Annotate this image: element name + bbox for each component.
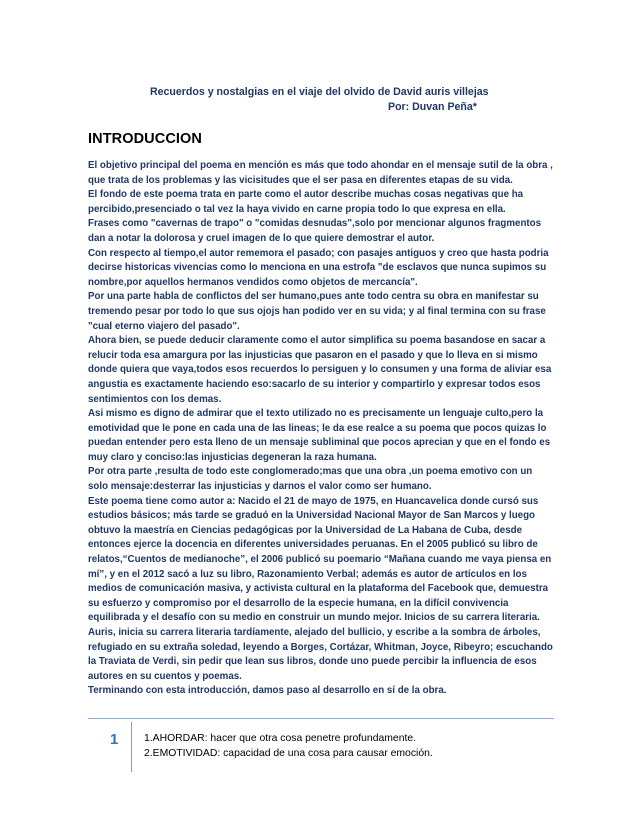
body-text [88, 159, 554, 699]
footnote: 1.AHORDAR: hacer que otra cosa penetre profundamente. [144, 733, 417, 744]
paragraph: El objetivo principal del poema en mención es más que todo ahondar en el mensaje sutil de la obra , que trata de los problemas y las vicisitudes que el ser pasa en diferentes etapas de su vida. [88, 160, 553, 186]
paragraph: Por una parte habla de conflictos del ser humano,pues ante todo centra su obra en manifestar su tremendo pesar por todo lo que sus ojojs han podido ver en su vida; y al final termina con su frase "cual eterno viajero del pasado". [88, 291, 546, 332]
document-title: Recuerdos y nostalgias en el viaje del olvido de David auris villejas [150, 86, 489, 98]
page-number: 1 [110, 731, 119, 748]
paragraph: Auris, inicia su carrera literaria tardíamente, alejado del bullicio, y escribe a la sombra de árboles, refugiado en su extraña soledad, leyendo a Borges, Cortázar, Whitman, Joyce, Ribeyro; escuchando la Traviata de Verdi, sin pedir que lean sus libros, donde uno puede percibir la influencia de esos autores en su cuentos y poemas. [88, 627, 553, 682]
footnote: 2.EMOTIVIDAD: capacidad de una cosa para causar emoción. [144, 748, 433, 759]
paragraph: Frases como "cavernas de trapo" o "comidas desnudas",solo por mencionar algunos fragmentos dan a notar la dolorosa y cruel imagen de lo que quiere demostrar el autor. [88, 218, 542, 244]
paragraph: Con respecto al tiempo,el autor rememora el pasado; con pasajes antiguos y creo que hasta podria decirse historicas vivencias como lo menciona en una estrofa "de esclavos que nunca supimos su nombre,por aquellos hermanos vendidos como objetos de mercancía". [88, 247, 549, 288]
author-byline: Por: Duvan Peña* [388, 101, 477, 113]
section-heading: INTRODUCCION [88, 131, 202, 147]
paragraph: El fondo de este poema trata en parte como el autor describe muchas cosas negativas que ha percibido,presenciado o tal vez la haya vivido en carne propia todo lo que expresa en ella. [88, 189, 524, 215]
paragraph: Ahora bien, se puede deducir claramente como el autor simplifica su poema basandose en sacar a relucir toda esa amargura por las injusticias que pasaron en el pasado y que lo lleva en si mismo donde quiera que vaya,todos esos recuerdos lo persiguen y lo consumen y una forma de aliviar esa angustia es exactamente haciendo eso:sacarlo de su interior y compartirlo y expresar todos esos sentimientos con los demas. [88, 335, 552, 405]
paragraph: Terminando con esta introducción, damos paso al desarrollo en sí de la obra. [88, 685, 447, 697]
paragraph: Asi mismo es digno de admirar que el texto utilizado no es precisamente un lenguaje culto,pero la emotividad que le pone en cada una de las lineas; le da ese realce a su poema que pocos quizas lo puedan entender pero esta lleno de un mensaje subliminal que pocos aprecian y que en el fondo es muy claro y conciso:las injusticias degeneran la raza humana. [88, 408, 551, 463]
paragraph: Este poema tiene como autor a: Nacido el 21 de mayo de 1975, en Huancavelica donde cursó sus estudios básicos; más tarde se graduó en la Universidad Nacional Mayor de San Marcos y luego obtuvo la maestría en Ciencias pedagógicas por la Universidad de La Habana de Cuba, desde entonces ejerce la docencia en diferentes universidades peruanas. En el 2005 publicó su libro de relatos,“Cuentos de medianoche”, el 2006 publicó su poemario “Mañana cuando me vaya piensa en mí”, y en el 2012 sacó a luz su libro, Razonamiento Verbal; además es autor de artículos en los medios de comunicación masiva, y activista cultural en la plataforma del Facebook que, demuestra su esfuerzo y compromiso por el desarrollo de la especie humana, en la difícil convivencia equilibrada y el desafío con su medio en construir un mundo mejor. Inicios de su carrera literaria. [88, 495, 552, 624]
footer-vertical-divider [131, 722, 132, 772]
footnotes [144, 731, 433, 761]
footer-divider [88, 718, 554, 719]
paragraph: Por otra parte ,resulta de todo este conglomerado;mas que una obra ,un poema emotivo con un solo mensaje:desterrar las injusticias y darnos el valor como ser humano. [88, 466, 533, 493]
